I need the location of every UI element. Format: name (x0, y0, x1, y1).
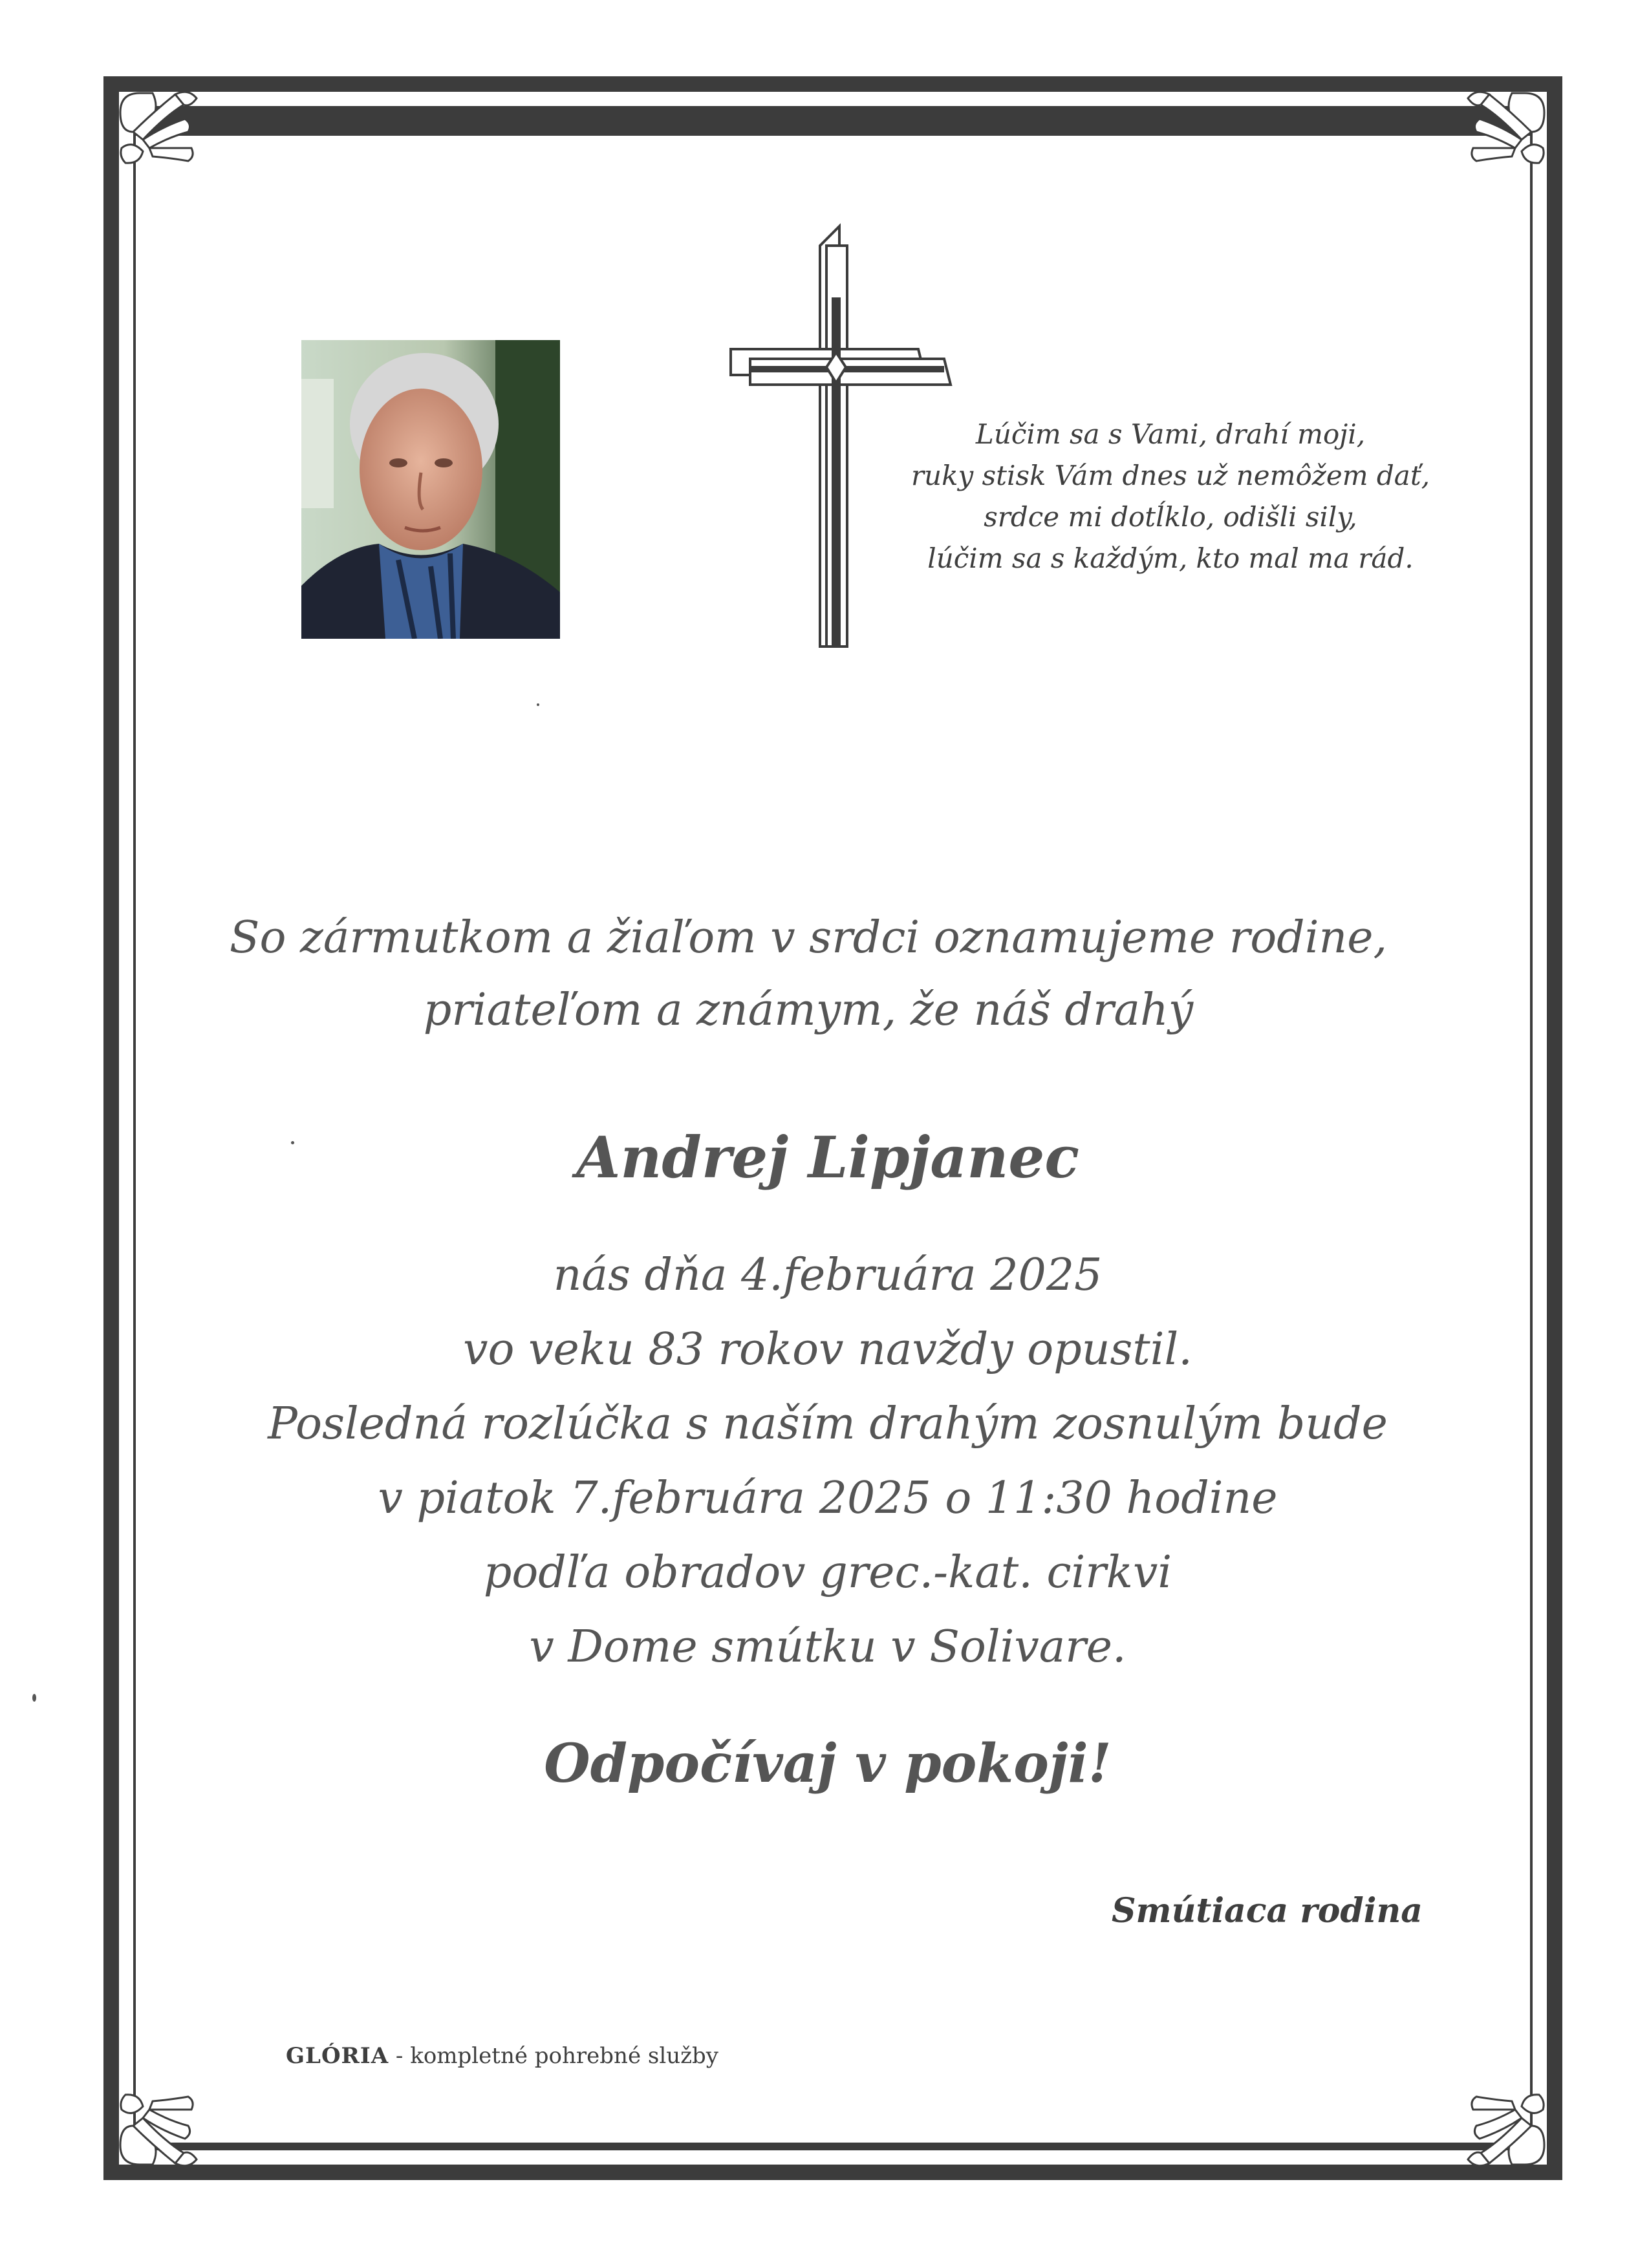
intro-line: priateľom a známym, že náš drahý (423, 985, 1194, 1036)
mourning-family-signature: Smútiaca rodina (1112, 1891, 1423, 1931)
corner-ornament-bottom-left-icon (114, 2061, 224, 2171)
funeral-service-footer (286, 2043, 868, 2069)
intro-line: So zármutkom a žiaľom v srdci oznamujeme rodine, (229, 912, 1388, 963)
verse-line: Lúčim sa s Vami, drahí moji, (975, 418, 1366, 450)
details-line: v piatok 7.februára 2025 o 11:30 hodine (378, 1473, 1278, 1524)
announcement-intro (194, 902, 1423, 1047)
deceased-name: Andrej Lipjanec (576, 1124, 1079, 1191)
details-line: podľa obradov grec.-kat. cirkvi (483, 1547, 1172, 1598)
corner-ornament-bottom-right-icon (1441, 2061, 1551, 2171)
footer-separator: - (389, 2043, 411, 2069)
details-line: v Dome smútku v Solivare. (529, 1621, 1126, 1673)
verse-line: lúčim sa s každým, kto mal ma rád. (927, 542, 1414, 574)
verse-line: ruky stisk Vám dnes už nemôžem dať, (911, 460, 1430, 491)
company-services: kompletné pohrebné služby (410, 2043, 718, 2069)
farewell-verse (867, 414, 1474, 579)
scan-speck (291, 1141, 294, 1144)
details-line: Posledná rozlúčka s naším drahým zosnulým bude (268, 1398, 1388, 1450)
funeral-details (194, 1238, 1461, 1684)
details-line: vo veku 83 rokov navždy opustil. (463, 1324, 1192, 1375)
corner-ornament-top-right-icon (1441, 87, 1551, 197)
details-line: nás dňa 4.februára 2025 (553, 1250, 1103, 1301)
rest-in-peace-closing: Odpočívaj v pokoji! (544, 1733, 1112, 1795)
scan-speck (32, 1694, 36, 1702)
corner-ornament-top-left-icon (114, 87, 224, 197)
company-name: GLÓRIA (286, 2043, 389, 2069)
verse-line: srdce mi dotĺklo, odišli sily, (984, 501, 1357, 533)
deceased-portrait-photo (301, 340, 560, 639)
scan-speck (537, 703, 539, 706)
